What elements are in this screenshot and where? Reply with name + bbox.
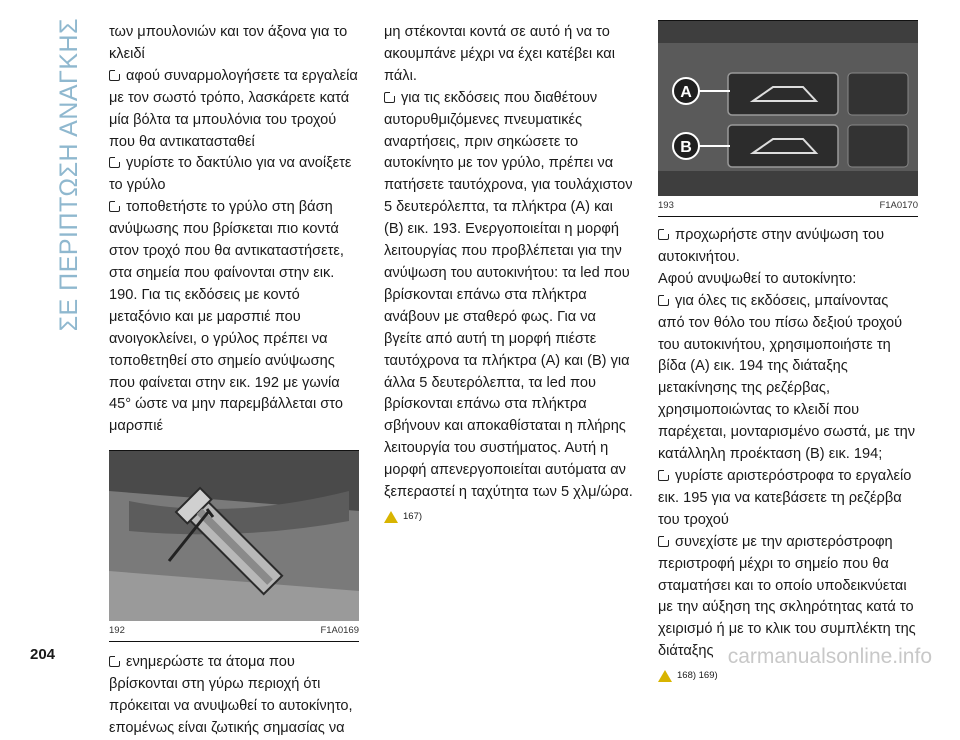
- bullet-text: γυρίστε αριστερόστροφα το εργαλείο εικ. 195 για να κατεβάσετε τη ρεζέρβα του τροχού: [658, 467, 912, 528]
- jack-photo: [109, 451, 359, 621]
- figure-caption: [658, 196, 918, 216]
- label-a: A: [680, 84, 692, 101]
- bullet-item: [109, 652, 359, 740]
- bullet-text: συνεχίστε με την αριστερόστροφη περιστροφή μέχρι το σημείο που θα σταματήσει και το οποίο υποδεικνύεται με την αύξηση της σκληρότητας κατά το χειρισμό ή με το κλικ του συμπλέκτη της διάταξης: [658, 533, 916, 660]
- bullet-text: για τις εκδόσεις που διαθέτουν αυτορυθμιζόμενες πνευματικές αναρτήσεις, πριν σηκώσετε το αυτοκίνητο με τον γρύλο, πρέπει να πατήσετε ταυτόχρονα, για τουλάχιστον 5 δευτερόλεπτα, τα πλήκτρα (A) και (B) εικ. 193. Ενεργοποιείται η μορφή λειτουργίας που προβλέπεται για την ανύψωση του αυτοκινήτου: τα led που βρίσκονται επάνω στα πλήκτρα ανάβουν με σταθερό φως. Για να βγείτε από αυτή τη μορφή πιέστε ταυτόχρονα τα πλήκτρα (A) και (B) για άλλα 5 δευτερόλεπτα, τα led που βρίσκονται επάνω στα πλήκτρα σβήνουν και αποκαθίσταται η πλήρης λειτουργία του συστήματος. Αυτή η μορφή απενεργοποιείται αυτόματα αν ξεπεραστεί η ταχύτητα των 5 χλμ/ώρα.: [384, 89, 633, 501]
- bullet-item: [658, 532, 918, 663]
- column-1: [109, 22, 359, 740]
- bullet-text: αφού συναρμολογήσετε τα εργαλεία με τον σωστό τρόπο, λασκάρετε κατά μία βόλτα τα μπουλόνια του τροχού που θα αντικατασταθεί: [109, 67, 358, 150]
- bullet-icon: [658, 536, 669, 547]
- figure-number: 192: [109, 625, 125, 637]
- page-number: 204: [30, 646, 56, 663]
- paragraph: μη στέκονται κοντά σε αυτό ή να το ακουμπάνε μέχρι να έχει κατέβει και πάλι.: [384, 24, 615, 84]
- bullet-icon: [109, 656, 120, 667]
- bullet-icon: [109, 157, 120, 168]
- warning-number: 168) 169): [677, 670, 718, 682]
- bullet-icon: [658, 229, 669, 240]
- section-title-text: ΣΕ ΠΕΡΙΠΤΩΣΗ ΑΝΑΓΚΗΣ: [55, 18, 83, 332]
- bullet-item: [109, 66, 359, 154]
- figure-code: F1A0169: [320, 625, 359, 637]
- bullet-text: ενημερώστε τα άτομα που βρίσκονται στη γύρω περιοχή ότι πρόκειται να ανυψωθεί το αυτοκίνητο, επομένως είναι ζωτικής σημασίας να: [109, 654, 353, 736]
- column-3: [658, 22, 918, 687]
- bullet-item: [109, 197, 359, 438]
- bullet-text: για όλες τις εκδόσεις, μπαίνοντας από τον θόλο του πίσω δεξιού τροχού του αυτοκινήτου, χρησιμοποιήστε τη βίδα (A) εικ. 194 της διάταξης μετακίνησης της ρεζέρβας, χρησιμοποιώντας το κλειδί που παρέχεται, μονταρισμένο σωστά, με την κατάλληλη προέκταση (B) εικ. 194;: [658, 292, 916, 463]
- label-b: B: [680, 139, 692, 156]
- bullet-icon: [109, 201, 120, 212]
- bullet-item: [109, 153, 359, 197]
- warning-reference: [384, 506, 634, 528]
- paragraph: Αφού ανυψωθεί το αυτοκίνητο:: [658, 270, 857, 287]
- jack-illustration: [109, 451, 359, 621]
- figure-code: F1A0170: [879, 200, 918, 212]
- bullet-icon: [109, 70, 120, 81]
- buttons-photo: [658, 21, 918, 196]
- paragraph: των μπουλονιών και τον άξονα για το κλειδί: [109, 24, 348, 62]
- bullet-item: [384, 88, 634, 504]
- bullet-text: τοποθετήστε το γρύλο στη βάση ανύψωσης που βρίσκεται πιο κοντά στον τροχό που θα αντικαταστήσετε, στα σημεία που φαίνονται στην εικ. 190. Για τις εκδόσεις με κοντό μεταξόνιο και με μαρσπιέ που ανοιγοκλείνει, ο γρύλος πρέπει να τοποθετηθεί στο σημείο ανύψωσης που φαίνεται στην εικ. 192 με γωνία 45° ώστε να μην παρεμβάλλεται στο μαρσπιέ: [109, 199, 344, 435]
- bullet-text: προχωρήστε στην ανύψωση του αυτοκινήτου.: [658, 227, 885, 265]
- bullet-icon: [658, 295, 669, 306]
- section-title: [50, 18, 84, 338]
- figure-193: [658, 20, 918, 217]
- figure-number: 193: [658, 200, 674, 212]
- bullet-text: γυρίστε το δακτύλιο για να ανοίξετε το γρύλο: [109, 155, 352, 194]
- bullet-icon: [384, 92, 395, 103]
- warning-number: 167): [403, 510, 423, 522]
- column-2: [384, 22, 634, 528]
- bullet-item: [658, 466, 918, 532]
- warning-icon: [658, 670, 672, 682]
- bullet-item: [658, 291, 918, 466]
- buttons-illustration: [658, 21, 918, 196]
- bullet-item: [658, 225, 918, 269]
- bullet-icon: [658, 470, 669, 481]
- watermark: carmanualsonline.info: [727, 645, 932, 668]
- figure-caption: [109, 621, 359, 641]
- warning-icon: [384, 511, 398, 523]
- figure-192: [109, 450, 359, 642]
